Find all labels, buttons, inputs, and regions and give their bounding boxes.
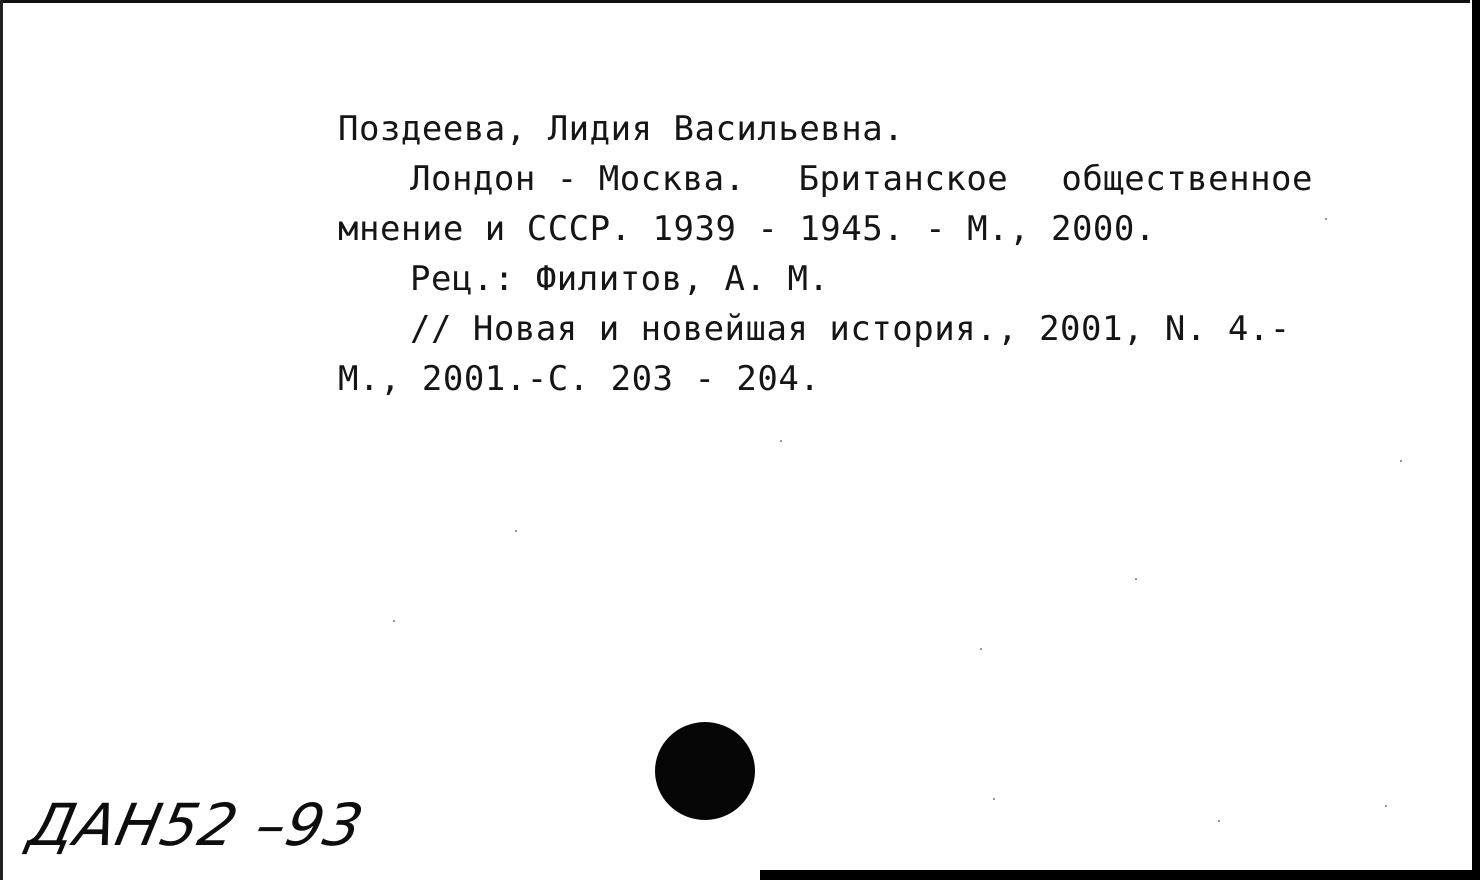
scan-speck bbox=[1400, 460, 1402, 462]
scan-speck bbox=[393, 620, 395, 622]
title-line-2: мнение и СССР. 1939 - 1945. - М., 2000. bbox=[338, 209, 1156, 249]
punch-hole bbox=[655, 722, 755, 820]
handwritten-shelfmark: ДАН52 –93 bbox=[22, 791, 370, 859]
scan-speck bbox=[1218, 820, 1220, 822]
title-word-3: общественное bbox=[1061, 159, 1313, 199]
scan-border-left bbox=[0, 0, 3, 880]
scan-speck bbox=[1385, 805, 1387, 807]
scan-border-top bbox=[0, 0, 1480, 3]
scan-speck bbox=[1135, 578, 1137, 580]
title-line-1 bbox=[338, 154, 1313, 204]
scan-speck bbox=[1325, 218, 1327, 220]
source-line-2: М., 2001.-С. 203 - 204. bbox=[338, 359, 821, 399]
scan-speck bbox=[980, 648, 982, 650]
scan-speck bbox=[993, 798, 995, 800]
scan-border-right bbox=[1472, 0, 1480, 880]
scan-speck bbox=[780, 440, 782, 442]
title-word-2: Британское bbox=[798, 159, 1009, 199]
review-line: Рец.: Филитов, А. М. bbox=[410, 259, 830, 299]
scan-border-bottom bbox=[760, 870, 1480, 880]
scan-border-right-gap bbox=[1470, 0, 1472, 880]
bibliographic-entry bbox=[338, 104, 1313, 404]
title-word-1: Лондон - Москва. bbox=[410, 159, 746, 199]
author-line: Поздеева, Лидия Васильевна. bbox=[338, 109, 905, 149]
source-line-1: // Новая и новейшая история., 2001, N. 4.- bbox=[410, 309, 1291, 349]
scan-speck bbox=[515, 530, 517, 532]
